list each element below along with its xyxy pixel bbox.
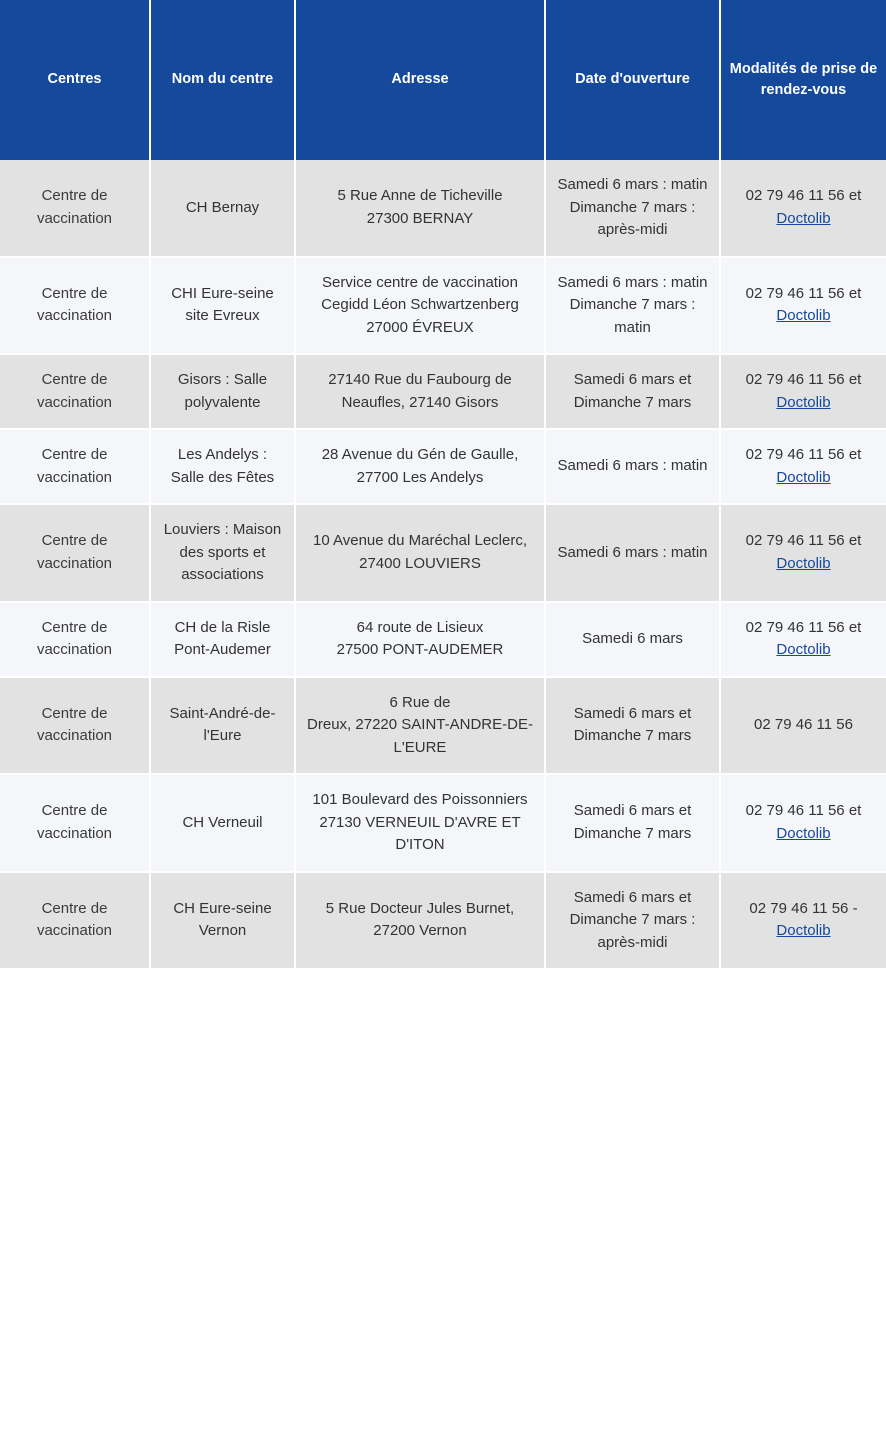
cell-nom-du-centre: CH Eure-seine Vernon [150, 872, 295, 970]
cell-modalites-rendez-vous [720, 257, 886, 355]
phone-number: 02 79 46 11 56 [745, 446, 845, 463]
rdv-connector: et [848, 284, 862, 302]
cell-modalites-rendez-vous [720, 504, 886, 602]
cell-centre: Centre de vaccination [0, 872, 150, 970]
doctolib-link[interactable]: Doctolib [776, 468, 831, 486]
column-header-adresse: Adresse [295, 0, 545, 160]
phone-number: 02 79 46 11 56 [745, 532, 845, 550]
cell-adresse: 5 Rue Docteur Jules Burnet, 27200 Vernon [295, 872, 545, 970]
cell-modalites-rendez-vous [720, 677, 886, 775]
cell-modalites-rendez-vous [720, 354, 886, 429]
phone-number: 02 79 46 11 56 [745, 618, 845, 636]
cell-date-ouverture: Samedi 6 mars et Dimanche 7 mars : après-midi [545, 872, 720, 970]
phone-number: 02 79 46 11 56 [745, 371, 845, 388]
phone-number: 02 79 46 11 56 [745, 284, 845, 302]
cell-adresse: 101 Boulevard des Poissonniers 27130 VERNEUIL D'AVRE ET D'ITON [295, 774, 545, 872]
rdv-connector: et [848, 802, 862, 820]
table-row [0, 677, 886, 775]
column-header-centres: Centres [0, 0, 150, 160]
cell-centre: Centre de vaccination [0, 774, 150, 872]
cell-adresse: Service centre de vaccination Cegidd Léon Schwartzenberg 27000 ÉVREUX [295, 257, 545, 355]
cell-nom-du-centre: CHI Eure-seine site Evreux [150, 257, 295, 355]
table-body [0, 160, 886, 969]
table-row [0, 504, 886, 602]
cell-date-ouverture: Samedi 6 mars et Dimanche 7 mars [545, 677, 720, 775]
cell-nom-du-centre: Gisors : Salle polyvalente [150, 354, 295, 429]
doctolib-link[interactable]: Doctolib [776, 307, 831, 325]
cell-centre: Centre de vaccination [0, 257, 150, 355]
phone-number: 02 79 46 11 56 [754, 716, 853, 733]
phone-number: 02 79 46 11 56 [745, 187, 845, 205]
table-row [0, 872, 886, 970]
cell-nom-du-centre: Les Andelys : Salle des Fêtes [150, 429, 295, 504]
cell-nom-du-centre: Louviers : Maison des sports et associations [150, 504, 295, 602]
doctolib-link[interactable]: Doctolib [776, 641, 831, 658]
rdv-connector: et [848, 618, 862, 636]
cell-date-ouverture: Samedi 6 mars et Dimanche 7 mars [545, 354, 720, 429]
cell-adresse: 10 Avenue du Maréchal Leclerc, 27400 LOUVIERS [295, 504, 545, 602]
cell-centre: Centre de vaccination [0, 429, 150, 504]
doctolib-link[interactable]: Doctolib [776, 209, 831, 227]
rdv-connector: et [848, 187, 862, 205]
cell-modalites-rendez-vous [720, 602, 886, 677]
cell-date-ouverture: Samedi 6 mars : matin Dimanche 7 mars : matin [545, 257, 720, 355]
cell-date-ouverture: Samedi 6 mars : matin Dimanche 7 mars : après-midi [545, 160, 720, 257]
cell-modalites-rendez-vous [720, 872, 886, 970]
table-row [0, 774, 886, 872]
cell-modalites-rendez-vous [720, 160, 886, 257]
rdv-connector: et [848, 532, 862, 550]
cell-date-ouverture: Samedi 6 mars : matin [545, 504, 720, 602]
table-row [0, 602, 886, 677]
table-header-row [0, 0, 886, 160]
doctolib-link[interactable]: Doctolib [776, 922, 831, 940]
table-row [0, 429, 886, 504]
table-row [0, 257, 886, 355]
phone-number: 02 79 46 11 56 [745, 802, 845, 820]
cell-centre: Centre de vaccination [0, 504, 150, 602]
cell-nom-du-centre: CH Verneuil [150, 774, 295, 872]
cell-nom-du-centre: Saint-André-de-l'Eure [150, 677, 295, 775]
column-header-nom-du-centre: Nom du centre [150, 0, 295, 160]
cell-centre: Centre de vaccination [0, 602, 150, 677]
cell-date-ouverture: Samedi 6 mars [545, 602, 720, 677]
cell-adresse: 6 Rue de Dreux, 27220 SAINT-ANDRE-DE-L'EURE [295, 677, 545, 775]
cell-date-ouverture: Samedi 6 mars : matin [545, 429, 720, 504]
table-row [0, 160, 886, 257]
cell-centre: Centre de vaccination [0, 354, 150, 429]
cell-adresse: 28 Avenue du Gén de Gaulle, 27700 Les Andelys [295, 429, 545, 504]
table-row [0, 354, 886, 429]
cell-date-ouverture: Samedi 6 mars et Dimanche 7 mars [545, 774, 720, 872]
doctolib-link[interactable]: Doctolib [776, 554, 831, 572]
cell-nom-du-centre: CH Bernay [150, 160, 295, 257]
cell-modalites-rendez-vous [720, 429, 886, 504]
cell-centre: Centre de vaccination [0, 160, 150, 257]
cell-nom-du-centre: CH de la Risle Pont-Audemer [150, 602, 295, 677]
doctolib-link[interactable]: Doctolib [776, 824, 831, 842]
rdv-connector: et [848, 371, 862, 388]
column-header-date-ouverture: Date d'ouverture [545, 0, 720, 160]
cell-adresse: 27140 Rue du Faubourg de Neaufles, 27140 Gisors [295, 354, 545, 429]
phone-number: 02 79 46 11 56 - [749, 899, 858, 917]
table-header [0, 0, 886, 160]
rdv-connector: et [848, 446, 862, 463]
cell-adresse: 64 route de Lisieux 27500 PONT-AUDEMER [295, 602, 545, 677]
column-header-modalites-rendez-vous: Modalités de prise de rendez-vous [720, 0, 886, 160]
doctolib-link[interactable]: Doctolib [776, 393, 831, 411]
cell-centre: Centre de vaccination [0, 677, 150, 775]
cell-modalites-rendez-vous [720, 774, 886, 872]
cell-adresse: 5 Rue Anne de Ticheville 27300 BERNAY [295, 160, 545, 257]
